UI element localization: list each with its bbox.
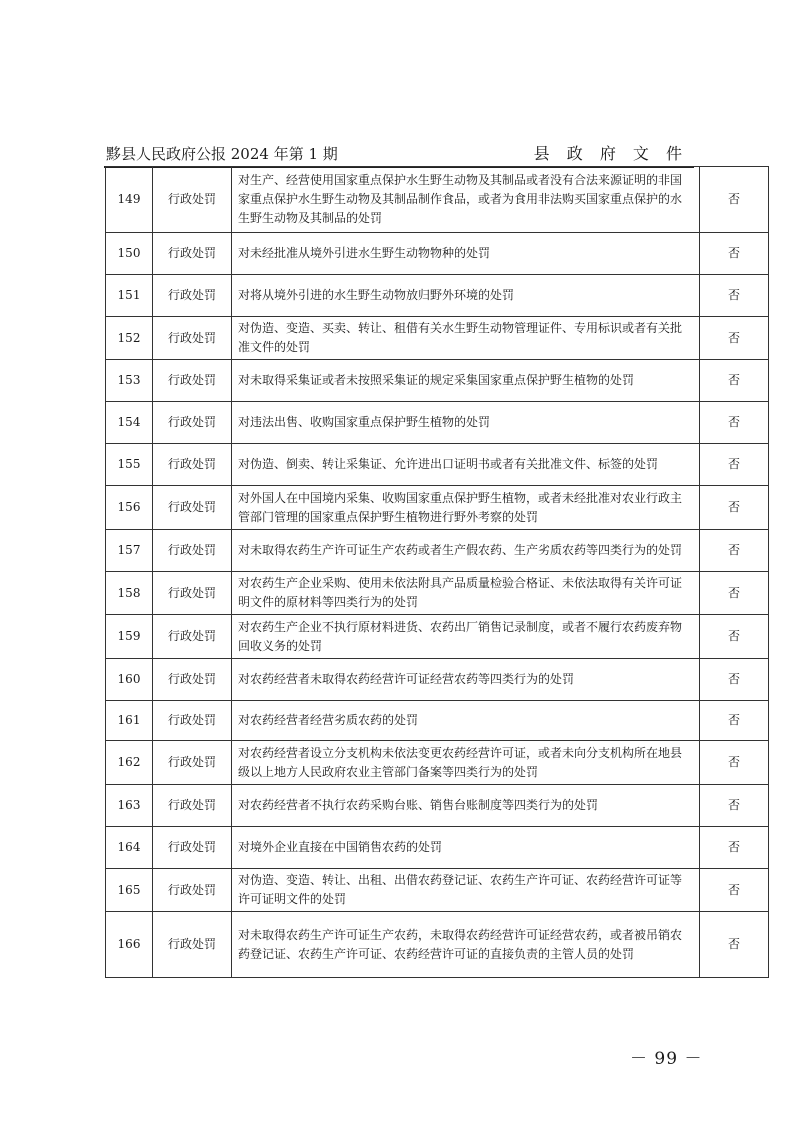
row-number: 157 bbox=[106, 530, 153, 572]
row-flag: 否 bbox=[700, 444, 769, 486]
row-number: 162 bbox=[106, 741, 153, 785]
section-title: 县 政 府 文 件 bbox=[533, 144, 688, 163]
row-flag: 否 bbox=[700, 827, 769, 869]
table-row bbox=[106, 701, 769, 741]
table-row bbox=[106, 912, 769, 978]
row-number: 156 bbox=[106, 486, 153, 530]
table-row bbox=[106, 869, 769, 912]
table-row bbox=[106, 233, 769, 275]
row-number: 152 bbox=[106, 317, 153, 360]
row-flag: 否 bbox=[700, 615, 769, 659]
table-row bbox=[106, 486, 769, 530]
row-type: 行政处罚 bbox=[153, 275, 232, 317]
row-description: 对生产、经营使用国家重点保护水生野生动物及其制品或者没有合法来源证明的非国家重点保护水生野生动物及其制品制作食品，或者为食用非法购买国家重点保护的水生野生动物及其制品的处罚 bbox=[232, 167, 700, 233]
table-row bbox=[106, 827, 769, 869]
row-type: 行政处罚 bbox=[153, 741, 232, 785]
table-row bbox=[106, 360, 769, 402]
row-description: 对农药经营者经营劣质农药的处罚 bbox=[232, 701, 700, 741]
table-row bbox=[106, 444, 769, 486]
row-number: 165 bbox=[106, 869, 153, 912]
row-type: 行政处罚 bbox=[153, 615, 232, 659]
row-description: 对未取得农药生产许可证生产农药或者生产假农药、生产劣质农药等四类行为的处罚 bbox=[232, 530, 700, 572]
row-flag: 否 bbox=[700, 360, 769, 402]
row-description: 对农药生产企业不执行原材料进货、农药出厂销售记录制度，或者不履行农药废弃物回收义务的处罚 bbox=[232, 615, 700, 659]
row-number: 154 bbox=[106, 402, 153, 444]
row-flag: 否 bbox=[700, 912, 769, 978]
penalty-table bbox=[105, 166, 769, 978]
row-flag: 否 bbox=[700, 317, 769, 360]
row-flag: 否 bbox=[700, 486, 769, 530]
row-flag: 否 bbox=[700, 741, 769, 785]
page-header bbox=[106, 142, 688, 164]
row-number: 163 bbox=[106, 785, 153, 827]
row-description: 对农药经营者未取得农药经营许可证经营农药等四类行为的处罚 bbox=[232, 659, 700, 701]
table-row bbox=[106, 659, 769, 701]
row-number: 150 bbox=[106, 233, 153, 275]
row-flag: 否 bbox=[700, 785, 769, 827]
table-row bbox=[106, 317, 769, 360]
table-row bbox=[106, 530, 769, 572]
row-number: 166 bbox=[106, 912, 153, 978]
row-type: 行政处罚 bbox=[153, 912, 232, 978]
row-number: 159 bbox=[106, 615, 153, 659]
row-flag: 否 bbox=[700, 572, 769, 615]
row-description: 对农药经营者设立分支机构未依法变更农药经营许可证，或者未向分支机构所在地县级以上地方人民政府农业主管部门备案等四类行为的处罚 bbox=[232, 741, 700, 785]
row-description: 对伪造、变造、转让、出租、出借农药登记证、农药生产许可证、农药经营许可证等许可证明文件的处罚 bbox=[232, 869, 700, 912]
row-type: 行政处罚 bbox=[153, 233, 232, 275]
row-flag: 否 bbox=[700, 233, 769, 275]
row-type: 行政处罚 bbox=[153, 785, 232, 827]
table-row bbox=[106, 572, 769, 615]
row-number: 153 bbox=[106, 360, 153, 402]
row-type: 行政处罚 bbox=[153, 530, 232, 572]
table-body bbox=[106, 167, 769, 978]
row-description: 对农药经营者不执行农药采购台账、销售台账制度等四类行为的处罚 bbox=[232, 785, 700, 827]
row-number: 164 bbox=[106, 827, 153, 869]
table-row bbox=[106, 741, 769, 785]
row-type: 行政处罚 bbox=[153, 869, 232, 912]
row-type: 行政处罚 bbox=[153, 444, 232, 486]
row-number: 151 bbox=[106, 275, 153, 317]
row-number: 149 bbox=[106, 167, 153, 233]
table-row bbox=[106, 167, 769, 233]
row-flag: 否 bbox=[700, 275, 769, 317]
table-row bbox=[106, 615, 769, 659]
row-description: 对违法出售、收购国家重点保护野生植物的处罚 bbox=[232, 402, 700, 444]
row-description: 对未取得农药生产许可证生产农药，未取得农药经营许可证经营农药，或者被吊销农药登记证、农药生产许可证、农药经营许可证的直接负责的主管人员的处罚 bbox=[232, 912, 700, 978]
table-row bbox=[106, 402, 769, 444]
row-type: 行政处罚 bbox=[153, 701, 232, 741]
row-description: 对伪造、变造、买卖、转让、租借有关水生野生动物管理证件、专用标识或者有关批准文件的处罚 bbox=[232, 317, 700, 360]
row-type: 行政处罚 bbox=[153, 317, 232, 360]
row-description: 对将从境外引进的水生野生动物放归野外环境的处罚 bbox=[232, 275, 700, 317]
row-flag: 否 bbox=[700, 659, 769, 701]
row-flag: 否 bbox=[700, 167, 769, 233]
row-description: 对未取得采集证或者未按照采集证的规定采集国家重点保护野生植物的处罚 bbox=[232, 360, 700, 402]
row-type: 行政处罚 bbox=[153, 659, 232, 701]
row-flag: 否 bbox=[700, 402, 769, 444]
table-row bbox=[106, 785, 769, 827]
row-flag: 否 bbox=[700, 869, 769, 912]
row-description: 对未经批准从境外引进水生野生动物物种的处罚 bbox=[232, 233, 700, 275]
row-number: 161 bbox=[106, 701, 153, 741]
row-type: 行政处罚 bbox=[153, 486, 232, 530]
row-number: 155 bbox=[106, 444, 153, 486]
row-description: 对农药生产企业采购、使用未依法附具产品质量检验合格证、未依法取得有关许可证明文件的原材料等四类行为的处罚 bbox=[232, 572, 700, 615]
table-row bbox=[106, 275, 769, 317]
row-description: 对外国人在中国境内采集、收购国家重点保护野生植物，或者未经批准对农业行政主管部门管理的国家重点保护野生植物进行野外考察的处罚 bbox=[232, 486, 700, 530]
bulletin-title: 黟县人民政府公报 2024 年第 1 期 bbox=[106, 145, 338, 163]
row-flag: 否 bbox=[700, 530, 769, 572]
row-description: 对伪造、倒卖、转让采集证、允许进出口证明书或者有关批准文件、标签的处罚 bbox=[232, 444, 700, 486]
row-type: 行政处罚 bbox=[153, 167, 232, 233]
row-type: 行政处罚 bbox=[153, 572, 232, 615]
page-number: － 99 － bbox=[630, 1049, 703, 1069]
row-description: 对境外企业直接在中国销售农药的处罚 bbox=[232, 827, 700, 869]
row-type: 行政处罚 bbox=[153, 402, 232, 444]
row-number: 158 bbox=[106, 572, 153, 615]
row-type: 行政处罚 bbox=[153, 827, 232, 869]
row-number: 160 bbox=[106, 659, 153, 701]
row-flag: 否 bbox=[700, 701, 769, 741]
row-type: 行政处罚 bbox=[153, 360, 232, 402]
